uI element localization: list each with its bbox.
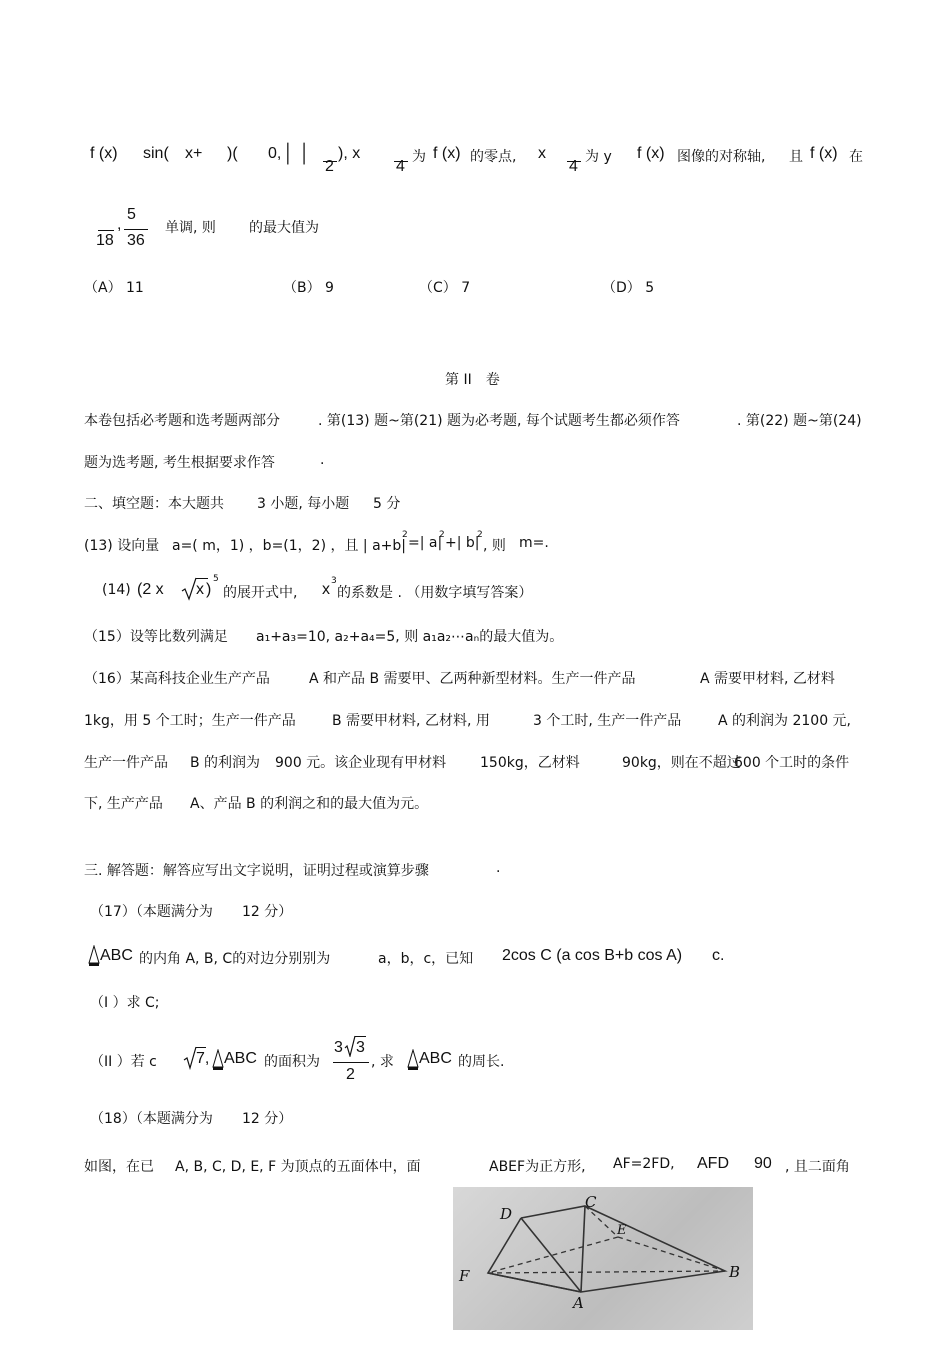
figure-label-d: D (500, 1205, 513, 1223)
q18-text-g: , 且二面角 (785, 1159, 850, 1175)
q16-l3d: 150kg，乙材料 (480, 755, 580, 771)
q16-l1a: （16）某高科技企业生产产品 (84, 671, 270, 687)
part2-intro-1a: 本卷包括必考题和选考题两部分 (84, 413, 280, 429)
q13-norm-a: =| a| (408, 535, 443, 551)
q12-abs-bars: │ │ (283, 143, 311, 163)
solve-heading: 三. 解答题：解答应写出文字说明，证明过程或演算步骤 (84, 863, 429, 879)
q18-ninety: 90 (754, 1155, 772, 1172)
q18-angle: AFD (697, 1155, 729, 1172)
q14-sup5: 5 (213, 574, 219, 584)
q12-frac-bar-4 (98, 230, 114, 231)
q16-l3e: 90kg，则在不超过 (622, 755, 741, 771)
q18-title-b: 12 分） (242, 1111, 293, 1127)
q16-l2c: 3 个工时, 生产一件产品 (533, 713, 682, 729)
q12-option-a: （A） 11 (84, 280, 144, 296)
edge-ef (488, 1237, 618, 1273)
q17-sqrt-icon (183, 1046, 197, 1070)
q16-l2a: 1kg，用 5 个工时；生产一件产品 (84, 713, 296, 729)
part2-intro-2b: . (320, 452, 325, 468)
q13-sup1: 2 (402, 530, 408, 540)
figure-label-e: E (617, 1223, 627, 1238)
q18-text-d: AF=2FD, (613, 1156, 675, 1172)
q17-ii-area: 的面积为 (264, 1054, 320, 1070)
q13-label: (13) 设向量 (84, 538, 160, 554)
q12-fx4: f (x) (810, 145, 838, 162)
q16-l1c: A 需要甲材料, 乙材料 (700, 671, 835, 687)
q14-tail: 的系数是 . （用数字填写答案） (337, 585, 533, 601)
q14-label: (14) (102, 582, 131, 598)
q16-l4b: A、产品 B 的利润之和的最大值为元。 (190, 796, 429, 812)
q12-option-b: （B） 9 (283, 280, 334, 296)
q14-text: 的展开式中, (223, 585, 298, 601)
q17-num-sqrt-icon (344, 1035, 356, 1057)
q16-l4a: 下, 生产产品 (84, 796, 163, 812)
q17-sqrt7: 7, (196, 1050, 210, 1067)
q12-fx2: f (x) (433, 145, 461, 162)
edge-ca (581, 1206, 585, 1292)
q17-ii-d: 的周长. (458, 1054, 505, 1070)
q17-part-i: （I ）求 C; (90, 995, 160, 1011)
q17-sqrt-bar (196, 1047, 206, 1048)
q12-fx: f (x) (90, 145, 118, 162)
q12-den4b: 4 (569, 158, 578, 175)
part2-intro-1c: . 第(22) 题~第(24) (737, 413, 862, 429)
q12-zai: 在 (849, 149, 863, 165)
q16-l3f: 600 个工时的条件 (734, 755, 850, 771)
q12-num5: 5 (127, 206, 136, 223)
figure-label-b: B (729, 1263, 741, 1281)
q17-text: 的内角 A, B, C的对边分别别为 (139, 951, 331, 967)
part2-intro-1b: . 第(13) 题~第(21) 题为必考题, 每个试题考生都必须作答 (318, 413, 680, 429)
q12-den18: 18 (96, 232, 114, 249)
figure-label-c: C (585, 1193, 597, 1211)
figure-outline (488, 1206, 725, 1292)
q17-c: c. (712, 947, 725, 964)
q12-pi-over-2-den: 2 (325, 158, 334, 175)
part2-intro-2a: 题为选考题, 考生根据要求作答 (84, 455, 275, 471)
q13-sup3: 2 (477, 530, 483, 540)
q12-axis-text: 图像的对称轴, (677, 149, 766, 165)
q14-x3: x (322, 581, 330, 598)
q12-comma: , (117, 216, 122, 233)
triangle-icon (407, 1049, 419, 1071)
q12-x-plus: x+ (185, 145, 203, 162)
q16-l1b: A 和产品 B 需要甲、乙两种新型材料。生产一件产品 (309, 671, 636, 687)
q14-sqrt-bar (196, 578, 208, 579)
q12-wei-y: 为 y (585, 149, 612, 165)
q12-paren-x: ), x (338, 145, 361, 162)
q18-text-c: ABEF为正方形, (489, 1159, 586, 1175)
q17-num: 3 (334, 1039, 343, 1056)
q18-text-a: 如图，在已 (84, 1159, 154, 1175)
q17-num-sqrt: 3 (356, 1039, 365, 1056)
q16-l3c: 900 元。该企业现有甲材料 (275, 755, 447, 771)
q17-ii-abc2: ABC (419, 1050, 452, 1067)
q13-then: , 则 (483, 538, 506, 554)
q12-frac-bar-5 (124, 229, 148, 230)
q13-norm-b: +| b| (445, 535, 480, 551)
part2-title: 第 II 卷 (445, 372, 500, 388)
q12-option-c: （C） 7 (419, 280, 471, 296)
fill-heading-a: 二、填空题：本大题共 (84, 496, 224, 512)
q12-fx3: f (x) (637, 145, 665, 162)
triangle-icon (212, 1049, 224, 1071)
q12-x2: x (538, 145, 546, 162)
q17-title-a: （17）（本题满分为 (90, 904, 213, 920)
q17-abc: ABC (100, 947, 133, 964)
q13-sup2: 2 (439, 530, 445, 540)
q17-formula: 2cos C (a cos B+b cos A) (502, 947, 683, 964)
q17-ii-c: , 求 (371, 1054, 394, 1070)
fill-heading-b: 3 小题, 每小题 (257, 496, 350, 512)
q17-sides: a，b，c，已知 (378, 951, 474, 967)
q13-answer: m=. (519, 535, 549, 551)
q12-sin: sin( (143, 145, 169, 162)
edge-fb (488, 1271, 725, 1273)
edge-eb (618, 1237, 725, 1271)
pentahedron-figure (453, 1187, 753, 1330)
q14-sup3: 3 (331, 576, 337, 586)
q18-title-a: （18）（本题满分为 (90, 1111, 213, 1127)
q12-zero: 0, (268, 145, 282, 162)
q12-wei: 为 (412, 149, 426, 165)
q12-zero-point: 的零点, (470, 149, 517, 165)
q12-den36: 36 (127, 232, 145, 249)
q14-base: (2 x (137, 581, 164, 598)
q12-paren: )( (227, 145, 238, 162)
triangle-icon (88, 945, 100, 967)
q16-l2d: A 的利润为 2100 元, (718, 713, 852, 729)
q12-option-d: （D） 5 (602, 280, 655, 296)
q15-text: a₁+a₃=10, a₂+a₄=5, 则 a₁a₂⋯aₙ的最大值为。 (256, 629, 564, 645)
q16-l3a: 生产一件产品 (84, 755, 168, 771)
q12-den4a: 4 (396, 158, 405, 175)
q12-mono: 单调, 则 (165, 220, 216, 236)
q17-frac-bar (333, 1062, 369, 1063)
figure-label-f: F (459, 1267, 470, 1285)
figure-label-a: A (573, 1294, 584, 1312)
q13-vectors: a=( m，1) ，b=(1，2) ，且 | a+b| (172, 538, 407, 554)
q17-num-sqrt-bar (355, 1036, 366, 1037)
fill-heading-c: 5 分 (373, 496, 401, 512)
pentahedron-drawing (453, 1187, 753, 1330)
q15-label: （15）设等比数列满足 (84, 629, 228, 645)
q17-title-b: 12 分） (242, 904, 293, 920)
q14-close: ) (206, 581, 212, 598)
q14-sqrt-icon (181, 577, 197, 601)
q16-l3b: B 的利润为 (190, 755, 261, 771)
q14-x: x (196, 581, 204, 598)
q18-text-b: A, B, C, D, E, F 为顶点的五面体中，面 (175, 1159, 421, 1175)
solve-heading-dot: . (496, 860, 501, 876)
q12-qie: 且 (789, 149, 803, 165)
q12-maxval: 的最大值为 (249, 220, 319, 236)
q17-den: 2 (346, 1066, 355, 1083)
q17-part-ii-a: （II ）若 c (90, 1054, 157, 1070)
q16-l2b: B 需要甲材料, 乙材料, 用 (332, 713, 490, 729)
q17-ii-abc: ABC (224, 1050, 257, 1067)
